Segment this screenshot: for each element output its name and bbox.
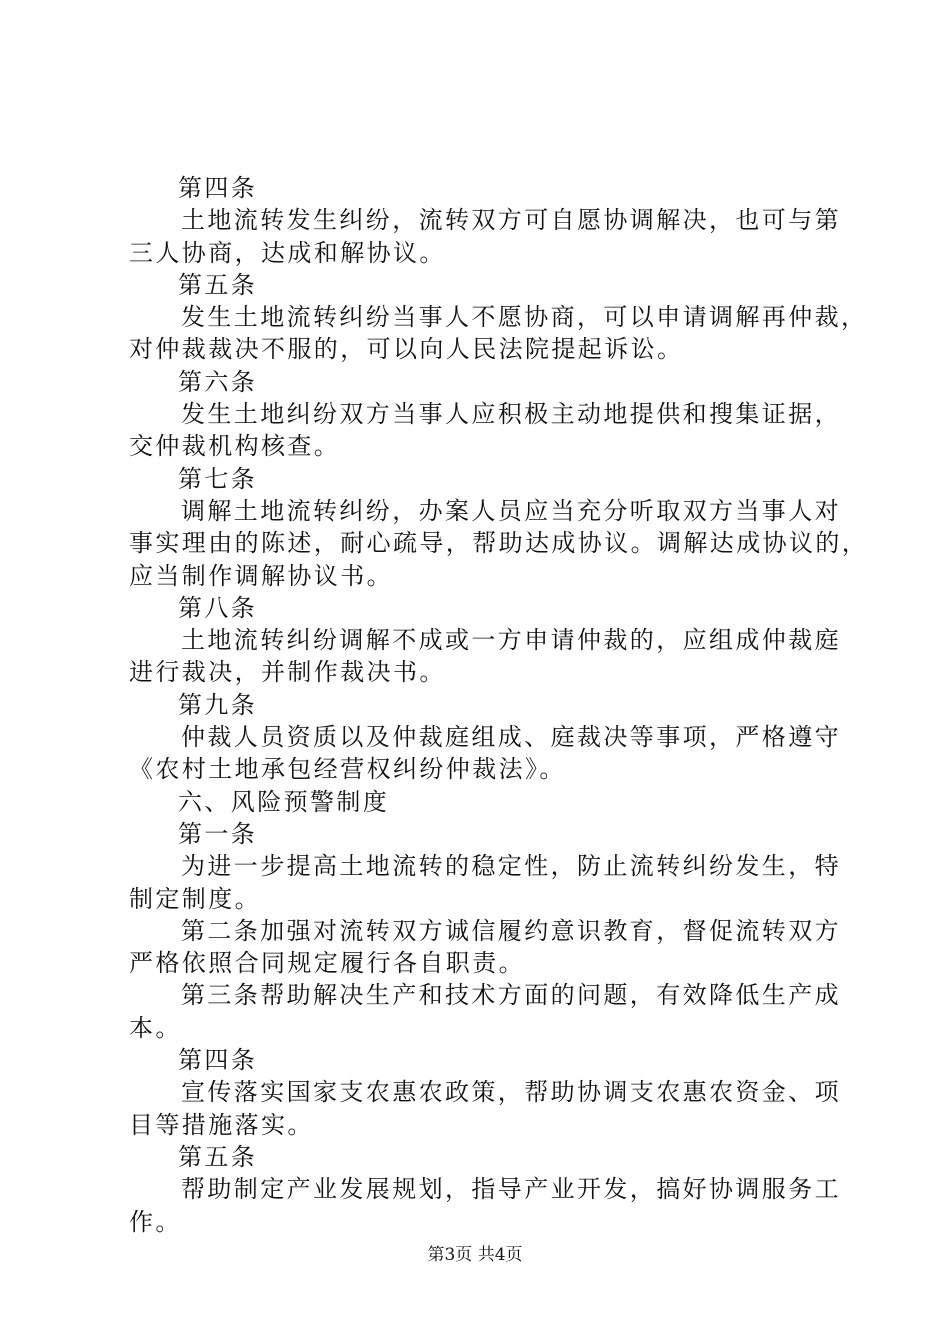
section-heading: 第一条: [178, 819, 258, 848]
paragraph-line: 交仲裁机构核查。: [129, 432, 341, 461]
paragraph-line: 三人协商，达成和解协议。: [129, 238, 446, 267]
section-heading: 第七条: [178, 464, 258, 493]
paragraph-line: 事实理由的陈述，耐心疏导，帮助达成协议。调解达成协议的，: [129, 529, 869, 558]
paragraph-line: 《农村土地承包经营权纠纷仲裁法》。: [129, 755, 566, 784]
paragraph-line: 调解土地流转纠纷，办案人员应当充分听取双方当事人对: [181, 496, 841, 525]
paragraph-line: 发生土地纠纷双方当事人应积极主动地提供和搜集证据，: [181, 400, 841, 429]
paragraph-line: 宣传落实国家支农惠农政策，帮助协调支农惠农资金、项: [181, 1078, 841, 1107]
paragraph-line: 第三条帮助解决生产和技术方面的问题，有效降低生产成: [181, 981, 841, 1010]
paragraph-line: 本。: [129, 1013, 182, 1042]
paragraph-line: 对仲裁裁决不服的，可以向人民法院提起诉讼。: [129, 335, 684, 364]
section-heading: 第五条: [178, 1142, 258, 1171]
section-heading: 第四条: [178, 1046, 258, 1075]
paragraph-line: 严格依照合同规定履行各自职责。: [129, 949, 525, 978]
paragraph-line: 土地流转发生纠纷，流转双方可自愿协调解决，也可与第: [181, 206, 841, 235]
paragraph-line: 作。: [129, 1207, 182, 1236]
section-heading: 第六条: [178, 367, 258, 396]
section-heading: 第九条: [178, 690, 258, 719]
section-heading: 第四条: [178, 174, 258, 202]
paragraph-line: 应当制作调解协议书。: [129, 561, 393, 590]
paragraph-line: 目等措施落实。: [129, 1110, 314, 1139]
paragraph-line: 制定制度。: [129, 884, 261, 913]
document-body: [129, 172, 869, 1238]
paragraph-line: 发生土地流转纠纷当事人不愿协商，可以申请调解再仲裁，: [181, 303, 868, 332]
section-heading: 六、风险预警制度: [178, 787, 390, 816]
paragraph-line: 帮助制定产业发展规划，指导产业开发，搞好协调服务工: [181, 1175, 841, 1204]
paragraph-line: 第二条加强对流转双方诚信履约意识教育，督促流转双方: [181, 916, 841, 945]
page-footer: 第3页 共4页: [427, 1245, 523, 1265]
paragraph-line: 为进一步提高土地流转的稳定性，防止流转纠纷发生，特: [181, 852, 841, 881]
paragraph-line: 土地流转纠纷调解不成或一方申请仲裁的，应组成仲裁庭: [181, 626, 841, 655]
section-heading: 第八条: [178, 593, 258, 622]
section-heading: 第五条: [178, 270, 258, 299]
paragraph-line: 仲裁人员资质以及仲裁庭组成、庭裁决等事项，严格遵守: [181, 723, 841, 752]
paragraph-line: 进行裁决，并制作裁决书。: [129, 658, 446, 687]
